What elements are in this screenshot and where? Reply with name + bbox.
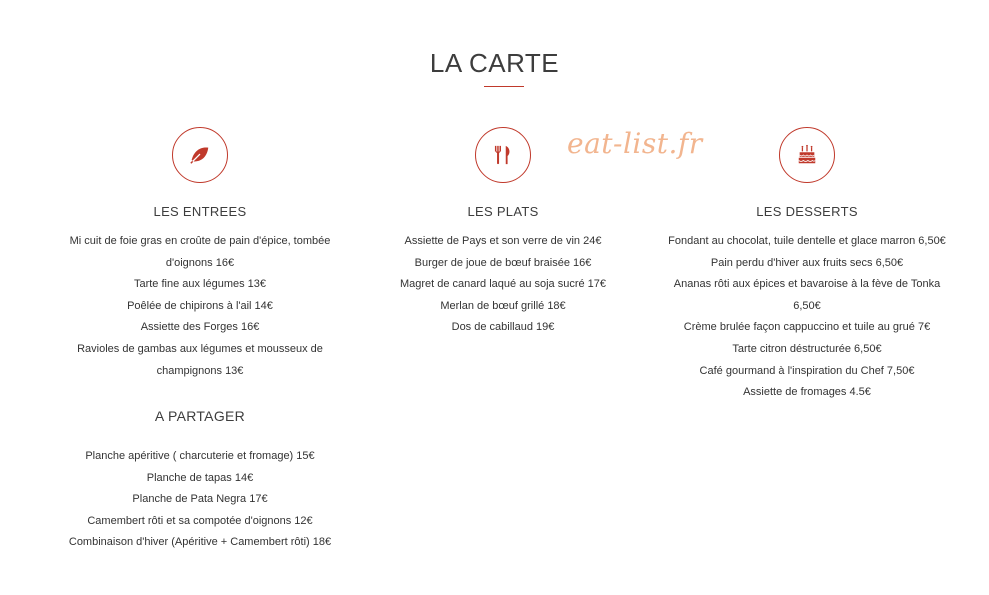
menu-item: Assiette de fromages 4.5€ bbox=[743, 386, 871, 399]
menu-item: Tarte fine aux légumes 13€ bbox=[133, 278, 267, 291]
menu-item: Ananas rôti aux épices et bavaroise à la fève de Tonka 6,50€ bbox=[673, 278, 941, 312]
watermark: eat-list.fr bbox=[567, 127, 703, 160]
menu-item: Fondant au chocolat, tuile dentelle et glace marron 6,50€ bbox=[668, 235, 946, 247]
menu-item: Poêlée de chipirons à l'ail 14€ bbox=[127, 299, 273, 312]
menu-item: Planche de Pata Negra 17€ bbox=[132, 493, 268, 506]
menu-list-desserts bbox=[657, 231, 957, 404]
menu-item: Ravioles de gambas aux légumes et mousseux de champignons 13€ bbox=[77, 342, 323, 377]
menu-item: Combinaison d'hiver (Apéritive + Camembert rôti) 18€ bbox=[68, 536, 332, 549]
menu-list-plats bbox=[353, 231, 653, 339]
menu-item: Crème brulée façon cappuccino et tuile au grué 7€ bbox=[683, 321, 931, 334]
menu-item: Planche apéritive ( charcuterie et fromage) 15€ bbox=[85, 450, 315, 462]
menu-list-partager bbox=[50, 446, 350, 554]
menu-item: Camembert rôti et sa compotée d'oignons 12€ bbox=[87, 514, 313, 527]
section-title-entrees: LES ENTREES bbox=[153, 204, 247, 219]
menu-item: Pain perdu d'hiver aux fruits secs 6,50€ bbox=[710, 256, 904, 269]
leaf-icon bbox=[172, 127, 228, 183]
cake-icon bbox=[779, 127, 835, 183]
fork-knife-icon bbox=[475, 127, 531, 183]
menu-item: Magret de canard laqué au soja sucré 17€ bbox=[399, 278, 607, 291]
menu-item: Dos de cabillaud 19€ bbox=[451, 321, 555, 334]
menu-item: Tarte citron déstructurée 6,50€ bbox=[732, 342, 882, 355]
page-title: LA CARTE bbox=[429, 48, 560, 78]
menu-item: Burger de joue de bœuf braisée 16€ bbox=[414, 256, 592, 269]
menu-item: Mi cuit de foie gras en croûte de pain d'épice, tombée d'oignons 16€ bbox=[69, 235, 331, 269]
menu-list-entrees bbox=[50, 231, 350, 382]
menu-item: Merlan de bœuf grillé 18€ bbox=[440, 299, 566, 312]
menu-item: Café gourmand à l'inspiration du Chef 7,50€ bbox=[699, 364, 915, 377]
section-title-desserts: LES DESSERTS bbox=[756, 204, 858, 219]
title-divider bbox=[484, 86, 524, 87]
section-title-partager: A PARTAGER bbox=[154, 408, 246, 424]
section-title-plats: LES PLATS bbox=[467, 204, 539, 219]
menu-item: Planche de tapas 14€ bbox=[146, 471, 254, 484]
menu-item: Assiette des Forges 16€ bbox=[140, 321, 260, 334]
menu-item: Assiette de Pays et son verre de vin 24€ bbox=[404, 235, 602, 247]
